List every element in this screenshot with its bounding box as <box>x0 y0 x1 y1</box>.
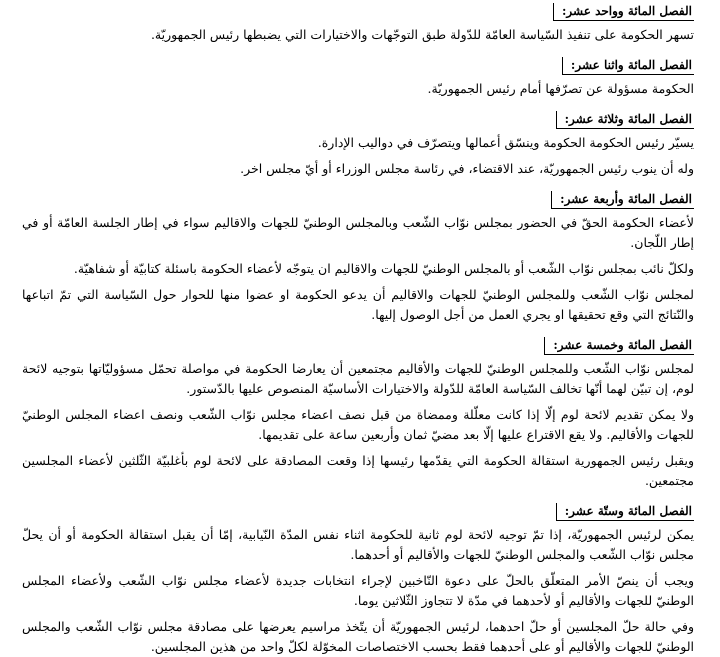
article-paragraph: يمكن لرئيس الجمهوريّة، إذا تمّ توجيه لائحة لوم ثانية للحكومة اثناء نفس المدّة النّيابية، إمّا أن يقبل استقالة الحكومة أو أن يحلّ مجلس نوّاب الشّعب والمجلس الوطنيّ للجهات والأقاليم أو أحدهما. <box>22 527 694 562</box>
article-paragraph: لمجلس نوّاب الشّعب وللمجلس الوطنيّ للجهات والاقاليم أن يدعو الحكومة او عضوا منها للحوار حول السّياسة التي تمّ اتباعها والنّتائج التي وقع تحقيقها او يجري العمل من أجل الوصول إليها. <box>22 287 694 322</box>
article-title: الفصل المائة وثلاثة عشر: <box>556 111 694 129</box>
article-paragraph: يسيّر رئيس الحكومة الحكومة وينسّق أعمالها ويتصرّف في دواليب الإدارة. <box>317 135 694 150</box>
article-112 <box>22 51 694 99</box>
article-paragraph: ويجب أن ينصّ الأمر المتعلّق بالحلّ على دعوة النّاخبين لإجراء انتخابات جديدة لأعضاء مجلس نوّاب الشّعب ولأعضاء المجلس الوطنيّ للجهات والأقاليم أو لأحدهما في مدّة لا تتجاوز الثّلاثين يوما. <box>22 573 694 608</box>
article-title: الفصل المائة وستّة عشر: <box>556 503 694 521</box>
article-114 <box>22 185 694 325</box>
article-113 <box>22 105 694 179</box>
article-paragraph: تسهر الحكومة على تنفيذ السّياسة العامّة للدّولة طبق التوجّهات والاختيارات التي يضبطها رئيس الجمهوريّة. <box>150 27 694 42</box>
article-116 <box>22 497 694 657</box>
article-115 <box>22 331 694 491</box>
article-paragraph: وله أن ينوب رئيس الجمهوريّة، عند الاقتضاء، في رئاسة مجلس الوزراء أو أيّ مجلس اخر. <box>240 161 694 176</box>
article-paragraph: ويقبل رئيس الجمهورية استقالة الحكومة التي يقدّمها رئيسها إذا وقعت المصادقة على لائحة لوم بأغلبيّة الثّلثين لأعضاء المجلسين مجتمعين. <box>22 453 694 488</box>
article-paragraph: لمجلس نوّاب الشّعب وللمجلس الوطنيّ للجهات والأقاليم مجتمعين أن يعارضا الحكومة في مواصلة تحمّل مسؤوليّاتها بتوجيه لائحة لوم، إن تبيّن لهما أنّها تخالف السّياسة العامّة للدّولة والاختيارات الأساسيّة المنصوص عليها بالدّستور. <box>22 361 694 396</box>
article-paragraph: لأعضاء الحكومة الحقّ في الحضور بمجلس نوّاب الشّعب وبالمجلس الوطنيّ للجهات والاقاليم سواء في إطار الجلسة العامّة أو في إطار اللّجان. <box>22 215 694 250</box>
article-paragraph: ولا يمكن تقديم لائحة لوم إلّا إذا كانت معلّلة وممضاة من قبل نصف اعضاء مجلس نوّاب الشّعب ونصف اعضاء المجلس الوطنيّ للجهات والأقاليم. ولا يقع الاقتراع عليها إلّا بعد مضيّ ثمان وأربعين ساعة على تقديمها. <box>22 407 694 442</box>
article-title: الفصل المائة وخمسة عشر: <box>544 337 694 355</box>
article-title: الفصل المائة وأربعة عشر: <box>551 191 694 209</box>
article-111 <box>22 0 694 45</box>
article-title: الفصل المائة واثنا عشر: <box>562 57 694 75</box>
article-paragraph: وفي حالة حلّ المجلسين أو حلّ احدهما، لرئيس الجمهوريّة أن يتّخذ مراسيم يعرضها على مصادقة مجلس نوّاب الشّعب والمجلس الوطنيّ للجهات والأقاليم أو على أحدهما فقط بحسب الاختصاصات المخوّلة لكلّ واحد من هذين المجلسين. <box>22 619 694 654</box>
article-paragraph: الحكومة مسؤولة عن تصرّفها أمام رئيس الجمهوريّة. <box>427 81 694 96</box>
article-title: الفصل المائة وواحد عشر: <box>553 3 694 21</box>
article-paragraph: ولكلّ نائب بمجلس نوّاب الشّعب أو بالمجلس الوطنيّ للجهات والاقاليم ان يتوجّه لأعضاء الحكومة باسئلة كتابيّة أو شفاهيّة. <box>73 261 694 276</box>
